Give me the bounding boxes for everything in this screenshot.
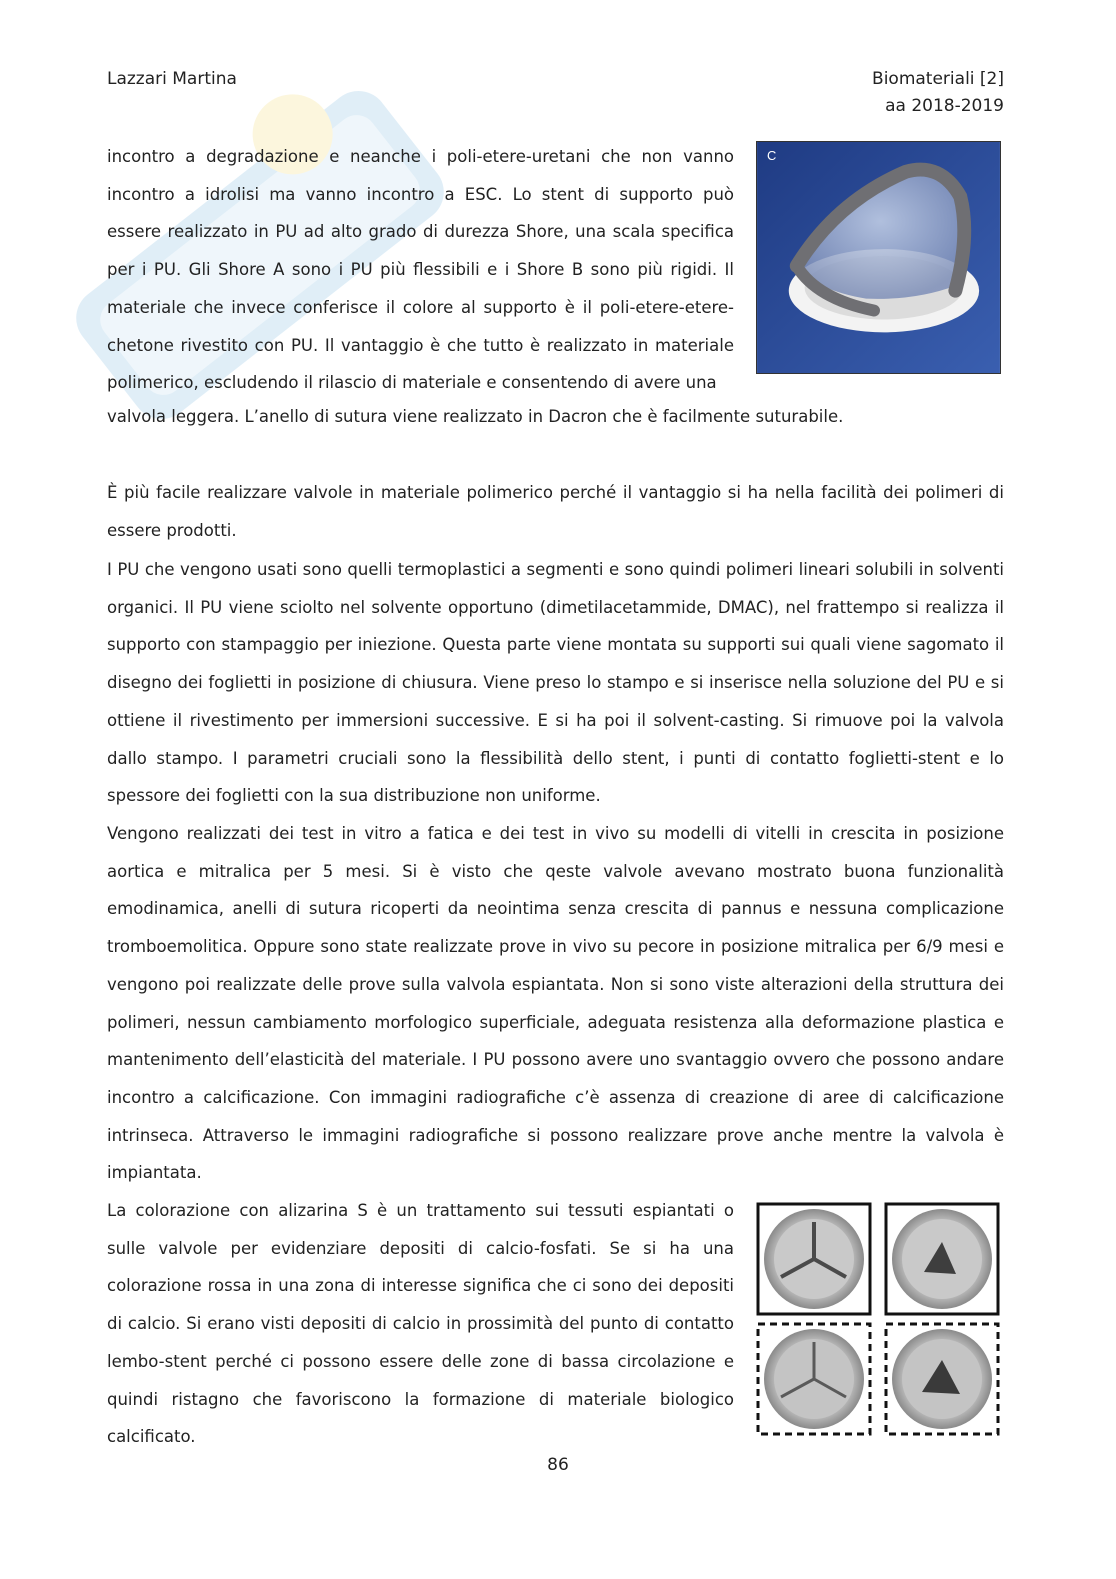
polymeric-valve-photo <box>756 141 1001 374</box>
valve-image-top-left <box>758 1204 870 1314</box>
paragraph-1: incontro a degradazione e neanche i poli-etere-uretani che non vanno incontro a idrolisi ma vanno incontro a ESC. Lo stent di supporto può essere realizzato in PU ad alto grado di durezza Shore, una scala specifica per i PU. Gli Shore A sono i PU più flessibili e i Shore B sono più rigidi. Il materiale che invece conferisce il colore al supporto è il poli-etere-etere-chetone rivestito con PU. Il vantaggio è che tutto è realizzato in materiale polimerico, escludendo il rilascio di materiale e consentendo di avere una <box>107 147 734 393</box>
paragraph-2: È più facile realizzare valvole in materiale polimerico perché il vantaggio si ha nella facilità dei polimeri di essere prodotti. <box>107 483 1004 540</box>
paragraph-3: I PU che vengono usati sono quelli termoplastici a segmenti e sono quindi polimeri lineari solubili in solventi organici. Il PU viene sciolto nel solvente opportuno (dimetilacetammide, DMAC), nel frattempo si realizza il supporto con stampaggio per iniezione. Questa parte viene montata su supporti sui quali viene sagomato il disegno dei foglietti in posizione di chiusura. Viene preso lo stampo e si inserisce nella soluzione del PU e si ottiene il rivestimento per immersioni successive. E si ha poi il solvent-casting. Si rimuove poi la valvola dallo stampo. I parametri cruciali sono la flessibilità dello stent, i punti di contatto foglietti-stent e lo spessore dei foglietti con la sua distribuzione non uniforme. <box>107 560 1004 806</box>
header-author: Lazzari Martina <box>107 69 237 89</box>
header-year: aa 2018-2019 <box>885 96 1004 116</box>
header-course: Biomateriali [2] <box>872 69 1004 89</box>
figure-panel-label: C <box>766 147 777 163</box>
valve-comparison-grid <box>756 1202 1001 1436</box>
paragraph-4: Vengono realizzati dei test in vitro a fatica e dei test in vivo su modelli di vitelli in crescita in posizione aortica e mitralica per 5 mesi. Si è visto che qeste valvole avevano mostrato buona funzionalità emodinamica, anelli di sutura ricoperti da neointima senza crescita di pannus e nessuna complicazione tromboemolitica. Oppure sono state realizzate prove in vivo su pecore in posizione mitralica per 6/9 mesi e vengono poi realizzate delle prove sulla valvola espiantata. Non si sono viste alterazioni della struttura dei polimeri, nessun cambiamento morfologico superficiale, adeguata resistenza alla deformazione plastica e mantenimento dell’elasticità del materiale. I PU possono avere uno svantaggio ovvero che possono andare incontro a calcificazione. Con immagini radiografiche c’è assenza di creazione di aree di calcificazione intrinseca. Attraverso le immagini radiografiche si possono realizzare prove anche mentre la valvola è impiantata. <box>107 824 1004 1183</box>
paragraph-5: La colorazione con alizarina S è un trattamento sui tessuti espiantati o sulle valvole per evidenziare depositi di calcio-fosfati. Se si ha una colorazione rossa in una zona di interesse significa che ci sono dei depositi di calcio. Si erano visti depositi di calcio in prossimità del punto di contatto lembo-stent perché ci possono essere delle zone di bassa circolazione e quindi ristagno che favoriscono la formazione di materiale biologico calcificato. <box>107 1201 734 1447</box>
paragraph-1-tail: valvola leggera. L’anello di sutura viene realizzato in Dacron che è facilmente suturabile. <box>107 407 844 426</box>
valve-image-bottom-right <box>886 1324 998 1434</box>
valve-image-bottom-left <box>758 1324 870 1434</box>
page-number: 86 <box>547 1455 569 1475</box>
header-right <box>872 66 1004 120</box>
valve-image-top-right <box>886 1204 998 1314</box>
